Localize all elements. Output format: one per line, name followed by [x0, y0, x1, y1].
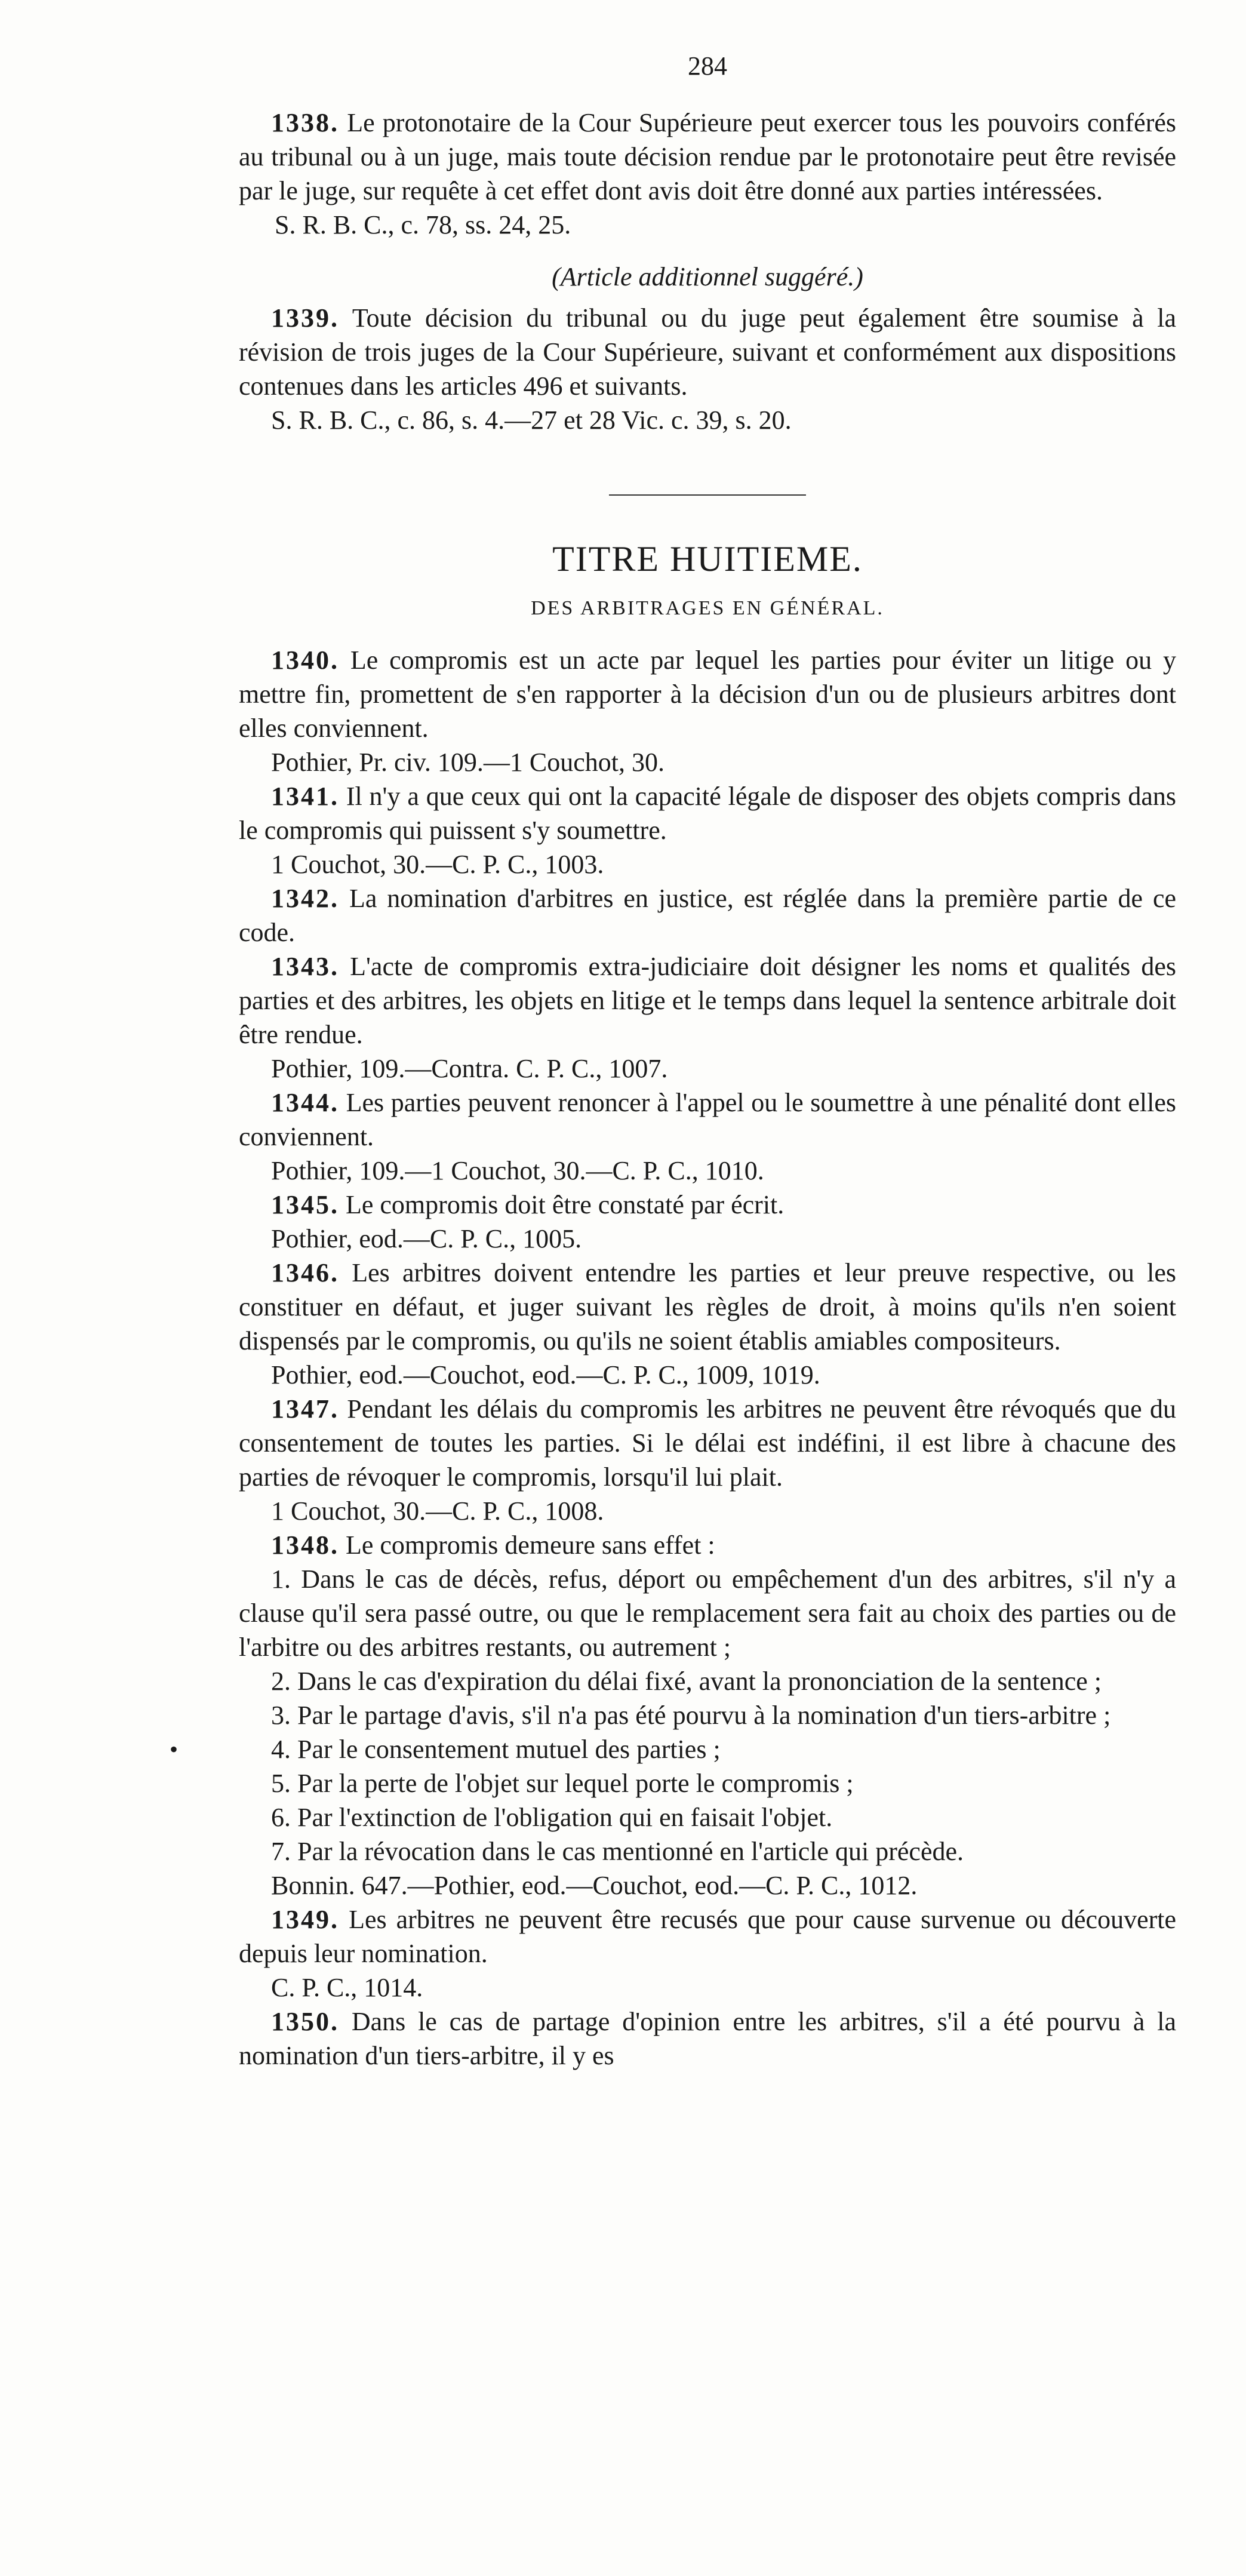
- section-title: TITRE HUITIEME.: [552, 539, 863, 579]
- article-text: Il n'y a que ceux qui ont la capacité légale de disposer des objets compris dans le compromis qui puissent s'y soumettre.: [239, 782, 1176, 845]
- article-text: Toute décision du tribunal ou du juge peut également être soumise à la révision de trois juges de la Cour Supérieure, suivant et conformément aux dispositions contenues dans les articles 496 et suivants.: [239, 303, 1176, 401]
- article-1350: [239, 2005, 1176, 2073]
- article-text: Les arbitres ne peuvent être recusés que pour cause survenue ou découverte depuis leur nomination.: [239, 1905, 1177, 1968]
- article-text: Le compromis demeure sans effet :: [346, 1530, 715, 1560]
- article-1339: [239, 301, 1176, 403]
- article-1348: [239, 1528, 1176, 1562]
- article-text: Dans le cas de partage d'opinion entre les arbitres, s'il a été pourvu à la nomination d'un tiers-arbitre, il y es: [239, 2007, 1177, 2070]
- article-text: Le compromis doit être constaté par écrit.: [346, 1190, 784, 1219]
- article-1345: [239, 1188, 1176, 1222]
- list-item: 5. Par la perte de l'objet sur lequel porte le compromis ;: [271, 1769, 854, 1798]
- article-number: 1342.: [271, 884, 339, 913]
- article-number: 1343.: [271, 952, 339, 981]
- list-item: 1. Dans le cas de décès, refus, déport ou empêchement d'un des arbitres, s'il n'y a clause qu'il sera passé outre, ou que le remplacement sera fait au choix des parties ou de l'arbitre ou des arbitres restants, ou autrement ;: [239, 1564, 1176, 1662]
- article-text: Le protonotaire de la Cour Supérieure peut exercer tous les pouvoirs conférés au tribunal ou à un juge, mais toute décision rendue par le protonotaire peut être revisée par le juge, sur requête à cet effet dont avis doit être donné aux parties intéressées.: [239, 108, 1177, 205]
- list-item: [170, 1732, 1176, 1766]
- article-reference: Pothier, Pr. civ. 109.—1 Couchot, 30.: [271, 748, 665, 777]
- article-number: 1341.: [271, 782, 339, 811]
- article-number: 1339.: [271, 303, 339, 333]
- article-text: Le compromis est un acte par lequel les parties pour éviter un litige ou y mettre fin, promettent de s'en rapporter à la décision d'un ou de plusieurs arbitres dont elles conviennent.: [239, 645, 1176, 743]
- article-number: 1345.: [271, 1190, 339, 1219]
- article-reference: 1 Couchot, 30.—C. P. C., 1003.: [271, 850, 604, 879]
- list-item: 3. Par le partage d'avis, s'il n'a pas été pourvu à la nomination d'un tiers-arbitre ;: [271, 1701, 1111, 1730]
- article-reference: Pothier, 109.—1 Couchot, 30.—C. P. C., 1010.: [271, 1156, 764, 1185]
- article-reference: Pothier, eod.—C. P. C., 1005.: [271, 1224, 582, 1253]
- article-number: 1350.: [271, 2007, 339, 2036]
- article-reference: 1 Couchot, 30.—C. P. C., 1008.: [271, 1496, 604, 1526]
- article-text: L'acte de compromis extra-judiciaire doit désigner les noms et qualités des parties et des arbitres, les objets en litige et le temps dans lequel la sentence arbitrale doit être rendue.: [239, 952, 1176, 1049]
- article-reference: C. P. C., 1014.: [271, 1973, 423, 2002]
- article-text: La nomination d'arbitres en justice, est réglée dans la première partie de ce code.: [239, 884, 1177, 947]
- article-1349: [239, 1902, 1176, 1971]
- article-number: 1346.: [271, 1258, 339, 1287]
- article-reference: Pothier, eod.—Couchot, eod.—C. P. C., 1009, 1019.: [271, 1360, 820, 1390]
- article-text: Les parties peuvent renoncer à l'appel ou le soumettre à une pénalité dont elles conviennent.: [239, 1088, 1177, 1151]
- article-number: 1338.: [271, 108, 339, 137]
- page-number: 284: [688, 51, 727, 81]
- list-item: 6. Par l'extinction de l'obligation qui en faisait l'objet.: [271, 1803, 833, 1832]
- article-number: 1349.: [271, 1905, 339, 1934]
- article-reference: S. R. B. C., c. 86, s. 4.—27 et 28 Vic. c. 39, s. 20.: [271, 405, 792, 435]
- article-number: 1348.: [271, 1530, 339, 1560]
- section-divider: [609, 494, 806, 496]
- article-1346: [239, 1256, 1176, 1358]
- page: [170, 0, 1177, 2073]
- article-1342: [239, 881, 1176, 949]
- article-reference: Pothier, 109.—Contra. C. P. C., 1007.: [271, 1054, 668, 1083]
- list-item-text: 4. Par le consentement mutuel des parties ;: [271, 1735, 721, 1764]
- article-reference: Bonnin. 647.—Pothier, eod.—Couchot, eod.—C. P. C., 1012.: [271, 1871, 918, 1900]
- article-reference: S. R. B. C., c. 78, ss. 24, 25.: [275, 210, 571, 239]
- article-text: Les arbitres doivent entendre les parties et leur preuve respective, ou les constituer en défaut, et juger suivant les règles de droit, à moins qu'ils n'en soient dispensés par le compromis, ou qu'ils ne soient établis amiables compositeurs.: [239, 1258, 1177, 1355]
- article-number: 1344.: [271, 1088, 339, 1117]
- suggested-article-note: (Article additionnel suggéré.): [552, 262, 863, 291]
- article-text: Pendant les délais du compromis les arbitres ne peuvent être révoqués que du consentement de toutes les parties. Si le délai est indéfini, il est libre à chacune des parties de révoquer le compromis, lorsqu'il lui plait.: [239, 1394, 1176, 1492]
- margin-mark: •: [170, 1736, 179, 1763]
- article-1341: [239, 779, 1176, 847]
- section-subtitle: DES ARBITRAGES EN GÉNÉRAL.: [531, 597, 884, 619]
- article-1347: [239, 1392, 1176, 1494]
- article-1344: [239, 1086, 1176, 1154]
- article-number: 1340.: [271, 645, 339, 675]
- list-item: 7. Par la révocation dans le cas mentionné en l'article qui précède.: [271, 1837, 964, 1866]
- article-number: 1347.: [271, 1394, 339, 1424]
- list-item: 2. Dans le cas d'expiration du délai fixé, avant la prononciation de la sentence ;: [271, 1667, 1102, 1696]
- article-1338: [239, 106, 1176, 208]
- article-1340: [239, 643, 1176, 745]
- article-1343: [239, 949, 1176, 1052]
